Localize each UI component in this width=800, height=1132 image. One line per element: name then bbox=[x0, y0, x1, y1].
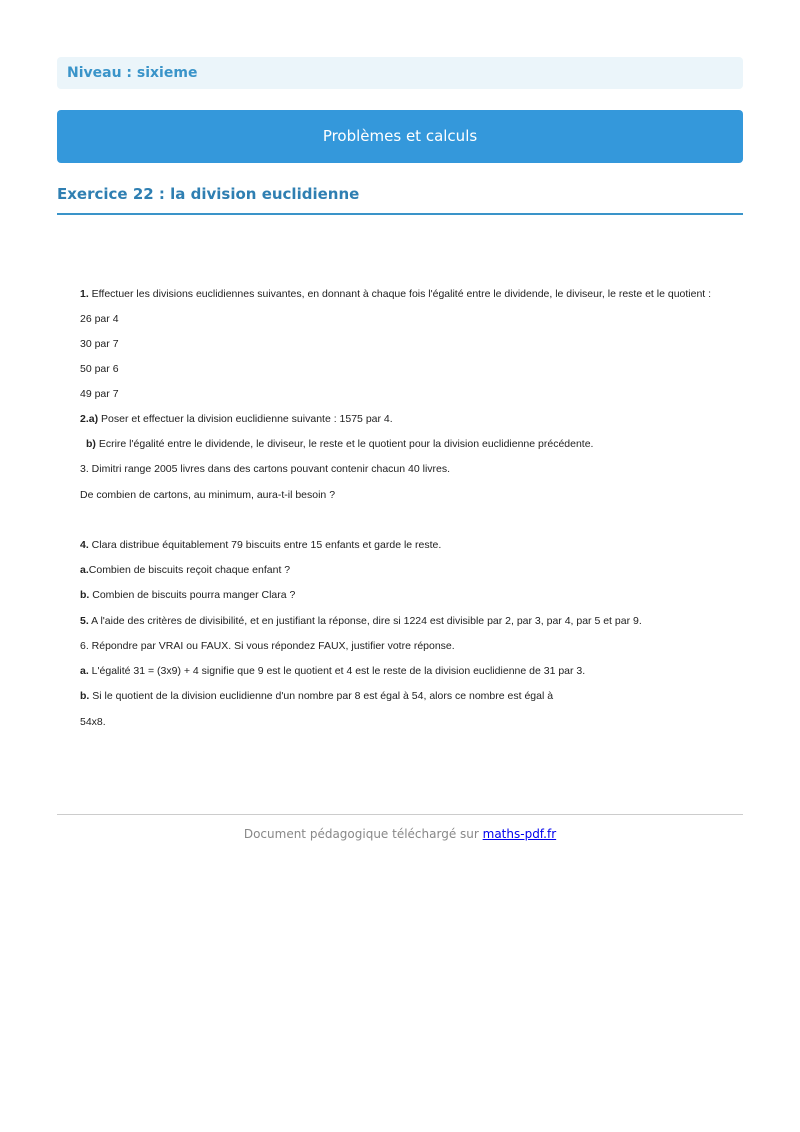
exercise-title: Exercice 22 : la division euclidienne bbox=[57, 184, 743, 215]
footer bbox=[57, 826, 743, 842]
footer-text: Document pédagogique téléchargé sur bbox=[243, 827, 483, 841]
division-item: 26 par 4 bbox=[80, 313, 119, 325]
question-number: 1. bbox=[80, 288, 89, 300]
question-text: Combien de biscuits pourra manger Clara ? bbox=[89, 589, 296, 601]
question-text: A l'aide des critères de divisibilité, et en justifiant la réponse, dire si 1224 est divisible par 2, par 3, par 4, par 5 et par 9. bbox=[88, 615, 642, 627]
question-text: Clara distribue équitablement 79 biscuits entre 15 enfants et garde le reste. bbox=[88, 539, 442, 551]
question-1 bbox=[80, 287, 711, 301]
question-number: b. bbox=[80, 589, 90, 601]
question-3-question: De combien de cartons, au minimum, aura-t-il besoin ? bbox=[80, 489, 336, 501]
question-number: 5. bbox=[80, 615, 89, 627]
question-text: Ecrire l'égalité entre le dividende, le diviseur, le reste et le quotient pour la division euclidienne précédente. bbox=[95, 438, 594, 450]
question-6a bbox=[80, 664, 585, 678]
category-banner: Problèmes et calculs bbox=[57, 110, 743, 163]
question-text: Si le quotient de la division euclidienne d'un nombre par 8 est égal à 54, alors ce nombre est égal à bbox=[89, 690, 554, 702]
footer-link[interactable]: maths-pdf.fr bbox=[482, 827, 557, 841]
question-2b bbox=[86, 437, 593, 451]
question-text: L'égalité 31 = (3x9) + 4 signifie que 9 est le quotient et 4 est le reste de la division euclidienne de 31 par 3. bbox=[88, 665, 586, 677]
division-item: 50 par 6 bbox=[80, 363, 119, 375]
question-3: 3. Dimitri range 2005 livres dans des cartons pouvant contenir chacun 40 livres. bbox=[80, 463, 451, 475]
question-5 bbox=[80, 614, 642, 628]
question-6b-continued: 54x8. bbox=[80, 716, 106, 728]
question-4a bbox=[80, 563, 290, 577]
question-4b bbox=[80, 588, 295, 602]
division-item: 30 par 7 bbox=[80, 338, 119, 350]
question-number: a. bbox=[80, 564, 89, 576]
question-number: b. bbox=[80, 690, 90, 702]
question-6b bbox=[80, 689, 553, 703]
question-number: b) bbox=[86, 438, 96, 450]
question-4 bbox=[80, 538, 441, 552]
question-2a bbox=[80, 412, 393, 426]
question-number: 4. bbox=[80, 539, 89, 551]
question-text: Combien de biscuits reçoit chaque enfant ? bbox=[88, 564, 291, 576]
question-text: Poser et effectuer la division euclidienne suivante : 1575 par 4. bbox=[98, 413, 393, 425]
question-6: 6. Répondre par VRAI ou FAUX. Si vous répondez FAUX, justifier votre réponse. bbox=[80, 640, 455, 652]
question-number: a. bbox=[80, 665, 89, 677]
question-text: Effectuer les divisions euclidiennes suivantes, en donnant à chaque fois l'égalité entre le dividende, le diviseur, le reste et le quotient : bbox=[88, 288, 712, 300]
question-number: 2.a) bbox=[80, 413, 99, 425]
footer-divider bbox=[57, 814, 743, 815]
level-label: Niveau : sixieme bbox=[57, 57, 743, 89]
division-item: 49 par 7 bbox=[80, 388, 119, 400]
